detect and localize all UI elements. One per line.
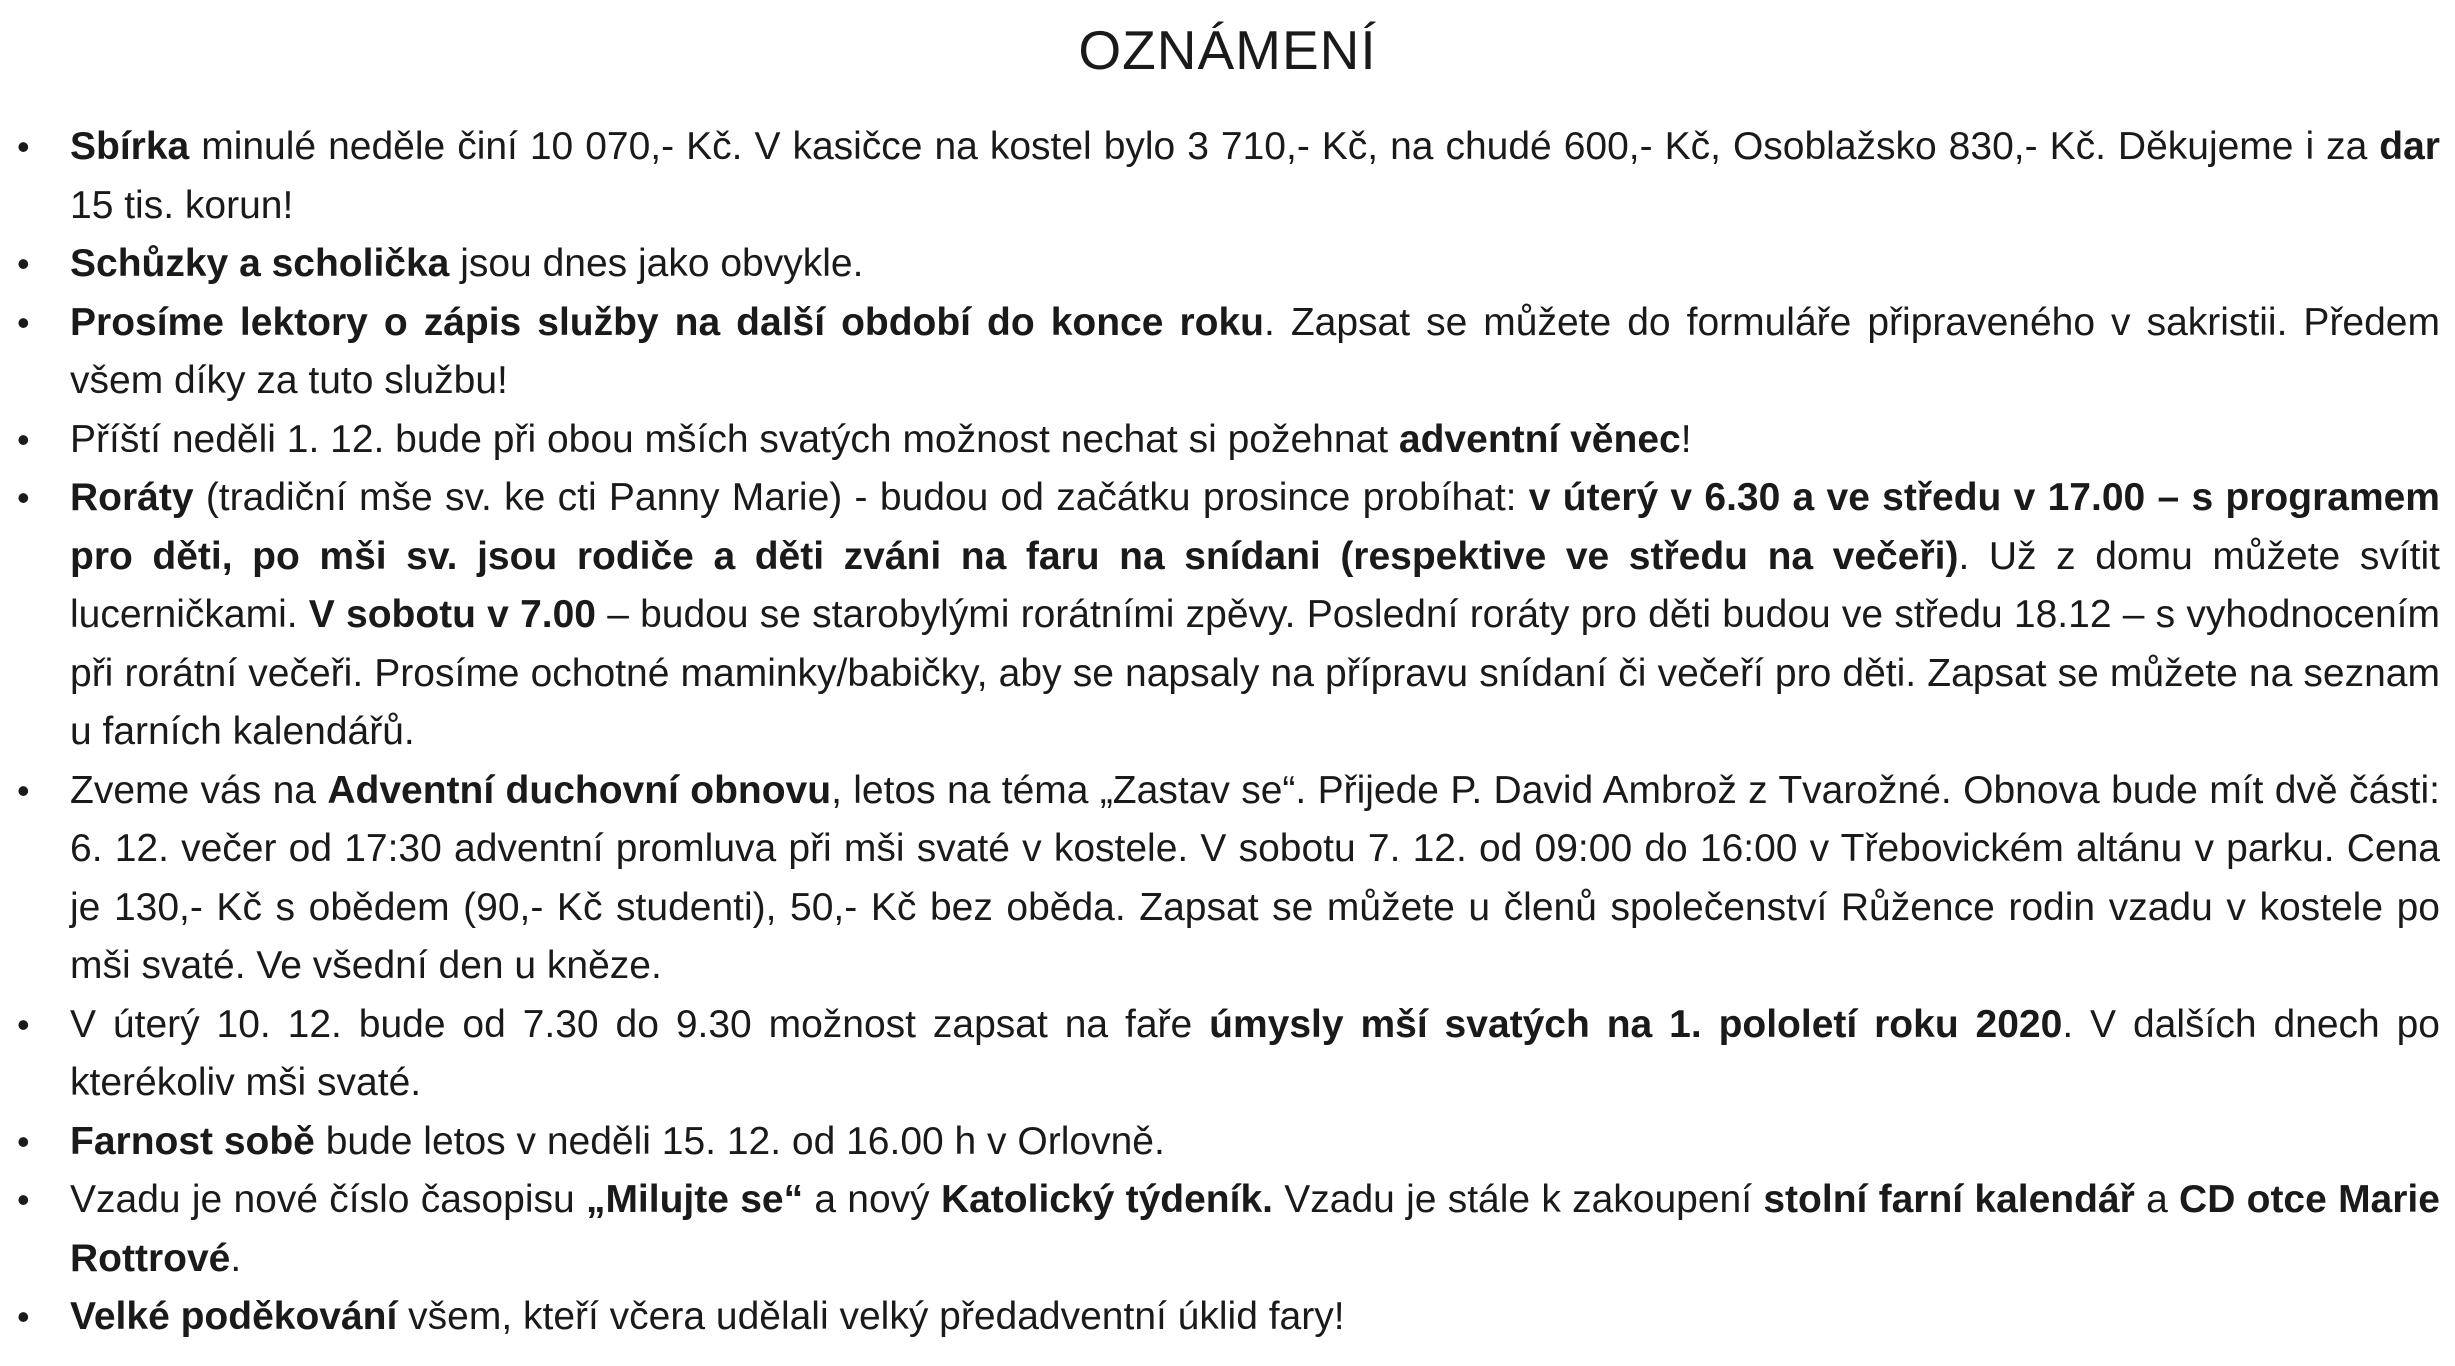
body-text: V úterý 10. 12. bude od 7.30 do 9.30 možnost zapsat na faře <box>70 1002 1210 1046</box>
list-item <box>0 996 2440 1113</box>
body-text: . V dalších dnech po kterékoliv mši svaté. <box>70 1002 2440 1104</box>
bullet-icon: • <box>17 243 30 284</box>
list-item <box>0 1288 2440 1347</box>
emphasized-text: Schůzky a scholička <box>70 242 450 285</box>
body-text: a <box>2134 1178 2180 1221</box>
bullet-icon: • <box>17 1003 30 1045</box>
bullet-icon: • <box>17 1120 30 1162</box>
emphasized-text: Katolický týdeník. <box>940 1178 1273 1221</box>
body-text: všem, kteří včera udělali velký předadventní úklid fary! <box>397 1295 1345 1338</box>
emphasized-text: V sobotu v 7.00 <box>308 593 596 636</box>
list-item <box>0 762 2440 996</box>
bullet-icon: • <box>17 301 30 343</box>
bullet-icon: • <box>17 477 30 518</box>
body-text: jsou dnes jako obvykle. <box>449 242 864 285</box>
emphasized-text: Farnost sobě <box>70 1119 315 1163</box>
emphasized-text: Roráty <box>70 476 194 519</box>
body-text: bude letos v neděli 15. 12. od 16.00 h v Orlovně. <box>314 1119 1165 1163</box>
announcement-list <box>0 118 2455 1347</box>
body-text: Zveme vás na <box>70 768 328 812</box>
emphasized-text: Adventní duchovní obnovu <box>327 768 832 812</box>
emphasized-text: adventní věnec <box>1398 417 1681 461</box>
emphasized-text: Sbírka <box>70 125 190 168</box>
emphasized-text: v úterý v 6.30 a ve středu v 17.00 – s programem pro děti, po mši sv. jsou rodiče a děti zváni na faru na snídani (respektive ve středu na večeři) <box>70 476 2440 578</box>
page-title: OZNÁMENÍ <box>1078 19 1377 81</box>
body-text: minulé neděle činí 10 070,- Kč. V kasičce na kostel bylo 3 710,- Kč, na chudé 600,- Kč, Osoblažsko 830,- Kč. Děkujeme i za <box>189 125 2380 168</box>
emphasized-text: dar <box>2379 125 2440 168</box>
body-text: Vzadu je nové číslo časopisu <box>70 1178 586 1221</box>
list-item <box>0 1171 2440 1288</box>
list-item <box>0 235 2440 294</box>
emphasized-text: stolní farní kalendář <box>1763 1178 2135 1221</box>
body-text: – budou se starobylými rorátními zpěvy. Poslední roráty pro děti budou ve středu 18.12 – s vyhodnocením při rorátní večeři. Prosíme ochotné maminky/babičky, aby se napsaly na přípravu snídaní či večeří pro děti. Zapsat se můžete na seznam u farních kalendářů. <box>70 593 2440 753</box>
body-text: a nový <box>803 1178 941 1221</box>
body-text: Vzadu je stále k zakoupení <box>1272 1178 1764 1221</box>
body-text: , letos na téma „Zastav se“. Přijede P. David Ambrož z Tvarožné. Obnova bude mít dvě části: 6. 12. večer od 17:30 adventní promluva při mši svaté v kostele. V sobotu 7. 12. od 09:00 do 16:00 v Třebovickém altánu v parku. Cena je 130,- Kč s obědem (90,- Kč studenti), 50,- Kč bez oběda. Zapsat se můžete u členů společenství Růžence rodin vzadu v kostele po mši svaté. Ve všední den u kněze. <box>70 768 2440 987</box>
bullet-icon: • <box>17 126 30 167</box>
emphasized-text: Prosíme lektory o zápis služby na další období do konce roku <box>70 300 1264 344</box>
list-item <box>0 411 2440 470</box>
body-text: . <box>230 1236 242 1280</box>
bullet-icon: • <box>17 769 30 811</box>
body-text: 15 tis. korun! <box>70 183 294 227</box>
bullet-icon: • <box>17 1179 30 1220</box>
list-item <box>0 1113 2440 1172</box>
list-item <box>0 294 2440 411</box>
body-text: . Zapsat se můžete do formuláře připraveného v sakristii. Předem všem díky za tuto službu! <box>70 300 2440 402</box>
body-text: ! <box>1680 417 1692 461</box>
body-text: (tradiční mše sv. ke cti Panny Marie) - budou od začátku prosince probíhat: <box>193 476 1529 519</box>
emphasized-text: CD otce Marie Rottrové <box>70 1178 2440 1280</box>
bullet-icon: • <box>17 418 30 460</box>
bullet-icon: • <box>17 1296 30 1337</box>
body-text: Příští neděli 1. 12. bude při obou mších svatých možnost nechat si požehnat <box>70 417 1399 461</box>
emphasized-text: úmysly mší svatých na 1. pololetí roku 2020 <box>1209 1002 2063 1046</box>
emphasized-text: Velké poděkování <box>70 1295 398 1338</box>
list-item <box>0 118 2440 235</box>
list-item <box>0 469 2440 762</box>
body-text: . Už z domu můžete svítit lucerničkami. <box>70 534 2440 636</box>
emphasized-text: „Milujte se“ <box>585 1178 804 1221</box>
